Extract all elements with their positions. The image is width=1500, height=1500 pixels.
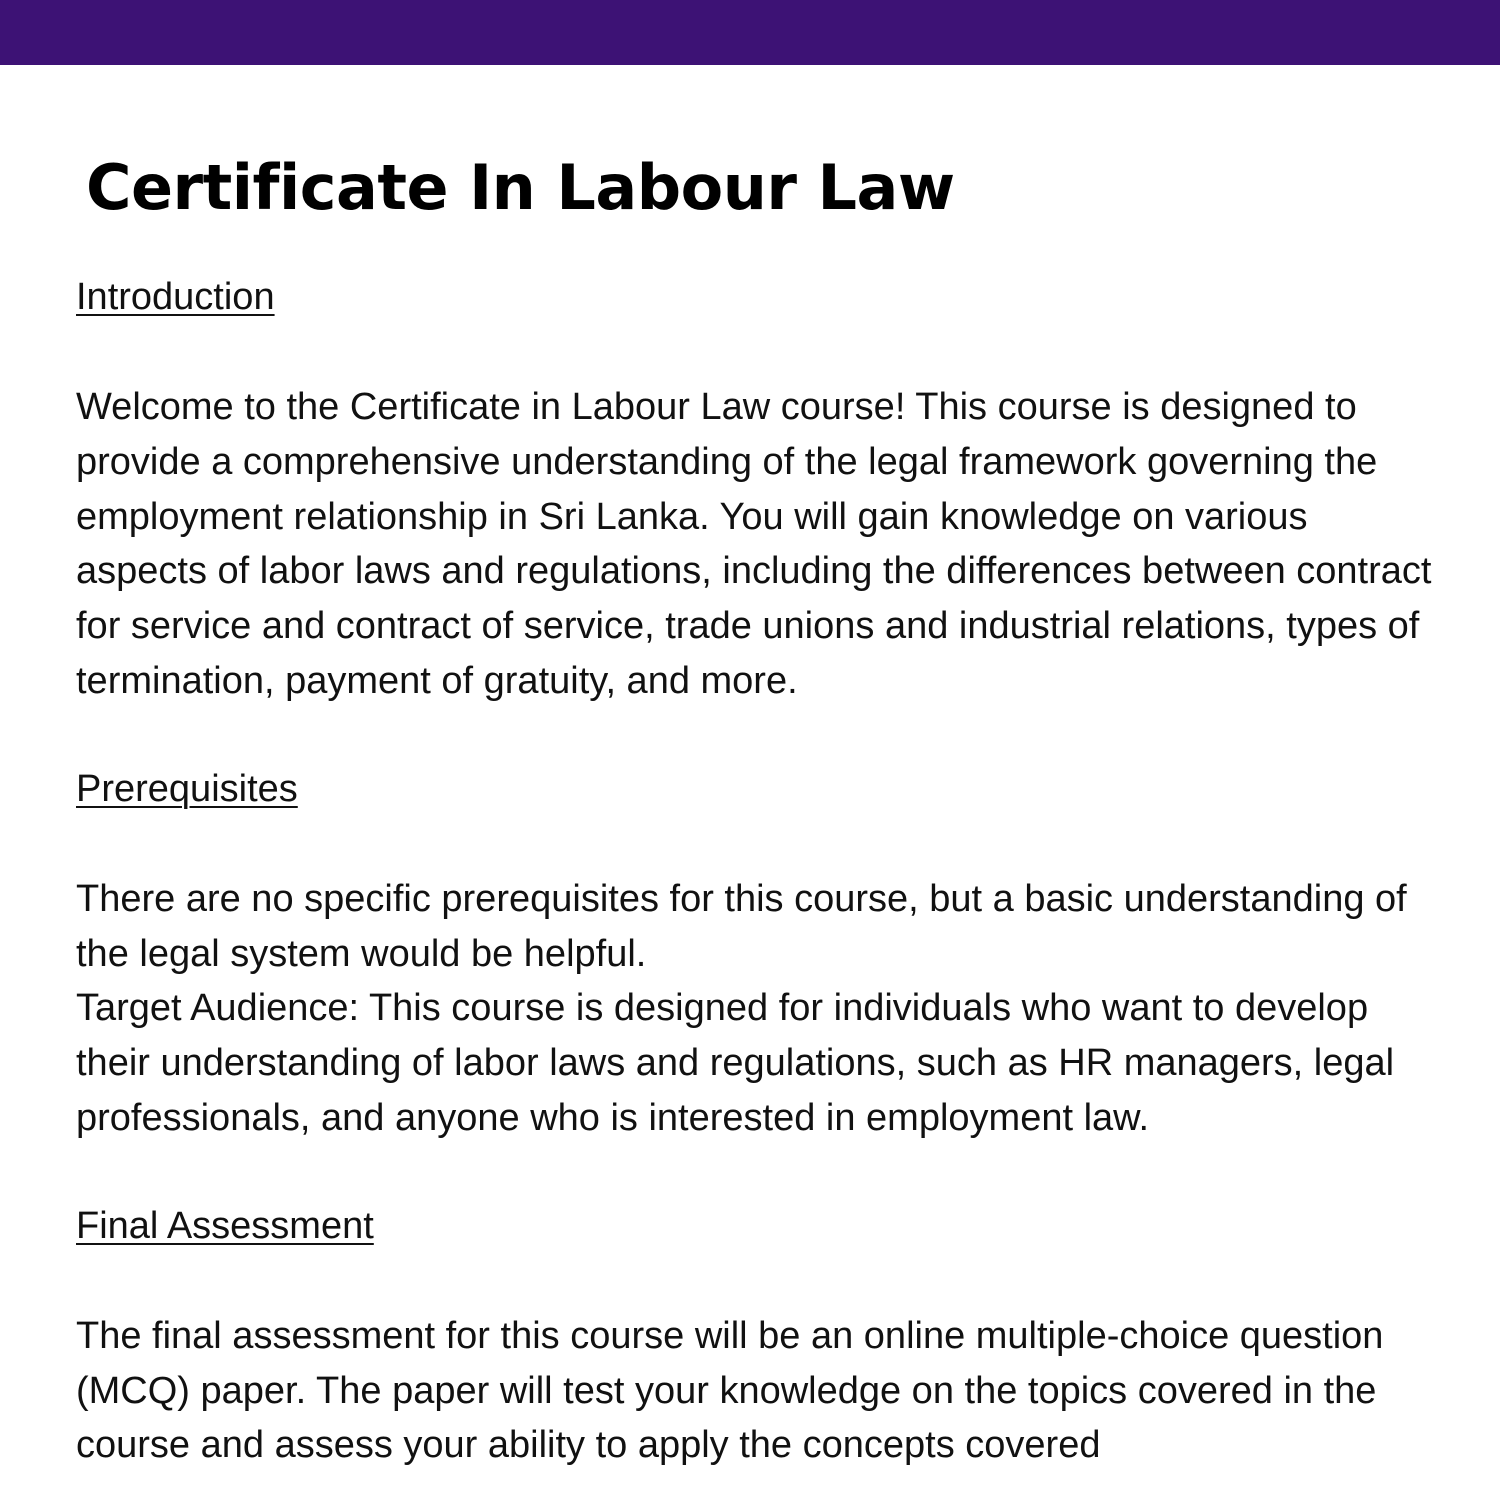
introduction-paragraph: Welcome to the Certificate in Labour Law course! This course is designed to provide a comprehensive understanding of the legal framework governing the employment relationship in Sri Lanka. You will gain knowledge on various aspects of labor laws and regulations, including the differences between contract for service and contract of service, trade unions and industrial relations, types of termination, payment of gratuity, and more.: [76, 386, 1432, 702]
prerequisites-heading: Prerequisites: [76, 767, 298, 810]
page-title: Certificate In Labour Law: [86, 151, 955, 224]
target-audience-paragraph: Target Audience: This course is designed for individuals who want to develop their understanding of labor laws and regulations, such as HR managers, legal professionals, and anyone who is interested in employment law.: [76, 987, 1395, 1139]
document-body: [76, 150, 1446, 1473]
introduction-heading: Introduction: [76, 276, 275, 318]
final-assessment-paragraph: The final assessment for this course will be an online multiple-choice question (MCQ) paper. The paper will test your knowledge on the topics covered in the course and assess your ability to apply the concepts covered: [76, 1314, 1384, 1467]
top-banner: [0, 0, 1500, 65]
prerequisites-paragraph: There are no specific prerequisites for this course, but a basic understanding of the legal system would be helpful.: [76, 877, 1407, 975]
final-assessment-heading: Final Assessment: [76, 1204, 374, 1247]
